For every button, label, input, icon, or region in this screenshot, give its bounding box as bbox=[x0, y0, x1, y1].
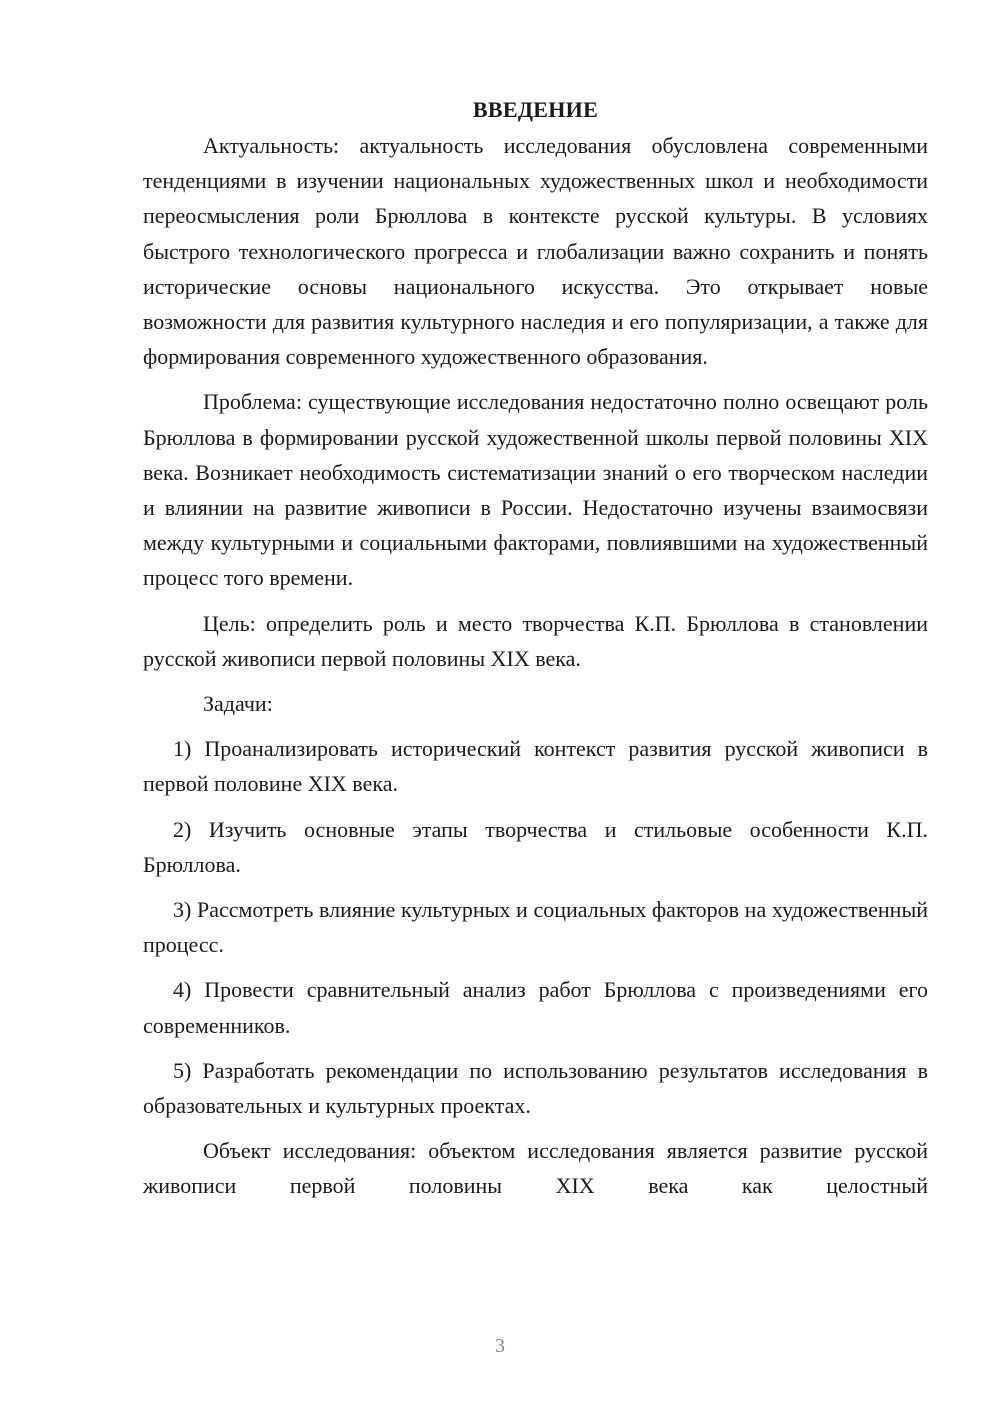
paragraph-goal: Цель: определить роль и место творчества К.П. Брюллова в становлении русской живописи первой половины XIX века. bbox=[143, 610, 928, 671]
task-item-1: 1) Проанализировать исторический контекст развития русской живописи в первой половине XIX века. bbox=[143, 736, 928, 797]
section-heading: ВВЕДЕНИЕ bbox=[472, 97, 599, 122]
paragraph-tasks-label: Задачи: bbox=[203, 691, 273, 717]
task-item-2: 2) Изучить основные этапы творчества и стильовые особенности К.П. Брюллова. bbox=[143, 816, 928, 877]
page-number: 3 bbox=[495, 1335, 505, 1357]
task-item-5: 5) Разработать рекомендации по использованию результатов исследования в образовательных и культурных проектах. bbox=[143, 1057, 928, 1119]
task-item-3: 3) Рассмотреть влияние культурных и социальных факторов на художественный процесс. bbox=[143, 897, 928, 958]
task-item-4: 4) Провести сравнительный анализ работ Брюллова с произведениями его современников. bbox=[143, 977, 928, 1038]
paragraph-object: Объект исследования: объектом исследования является развитие русской живописи первой половины XIX века как целостный bbox=[143, 1138, 928, 1199]
paragraph-relevance: Актуальность: актуальность исследования обусловлена современными тенденциями в изучении национальных художественных школ и необходимости переосмысления роли Брюллова в контексте русской культуры. В условиях быстрого технологического прогресса и глобализации важно сохранить и понять исторические основы национального искусства. Это открывает новые возможности для развития культурного наследия и его популяризации, а также для формирования современного художественного образования. bbox=[143, 133, 928, 370]
paragraph-problem: Проблема: существующие исследования недостаточно полно освещают роль Брюллова в формировании русской художественной школы первой половины XIX века. Возникает необходимость систематизации знаний о его творческом наследии и влиянии на развитие живописи в России. Недостаточно изучены взаимосвязи между культурными и социальными факторами, повлиявшими на художественный процесс того времени. bbox=[143, 389, 928, 591]
document-page bbox=[143, 92, 928, 1214]
